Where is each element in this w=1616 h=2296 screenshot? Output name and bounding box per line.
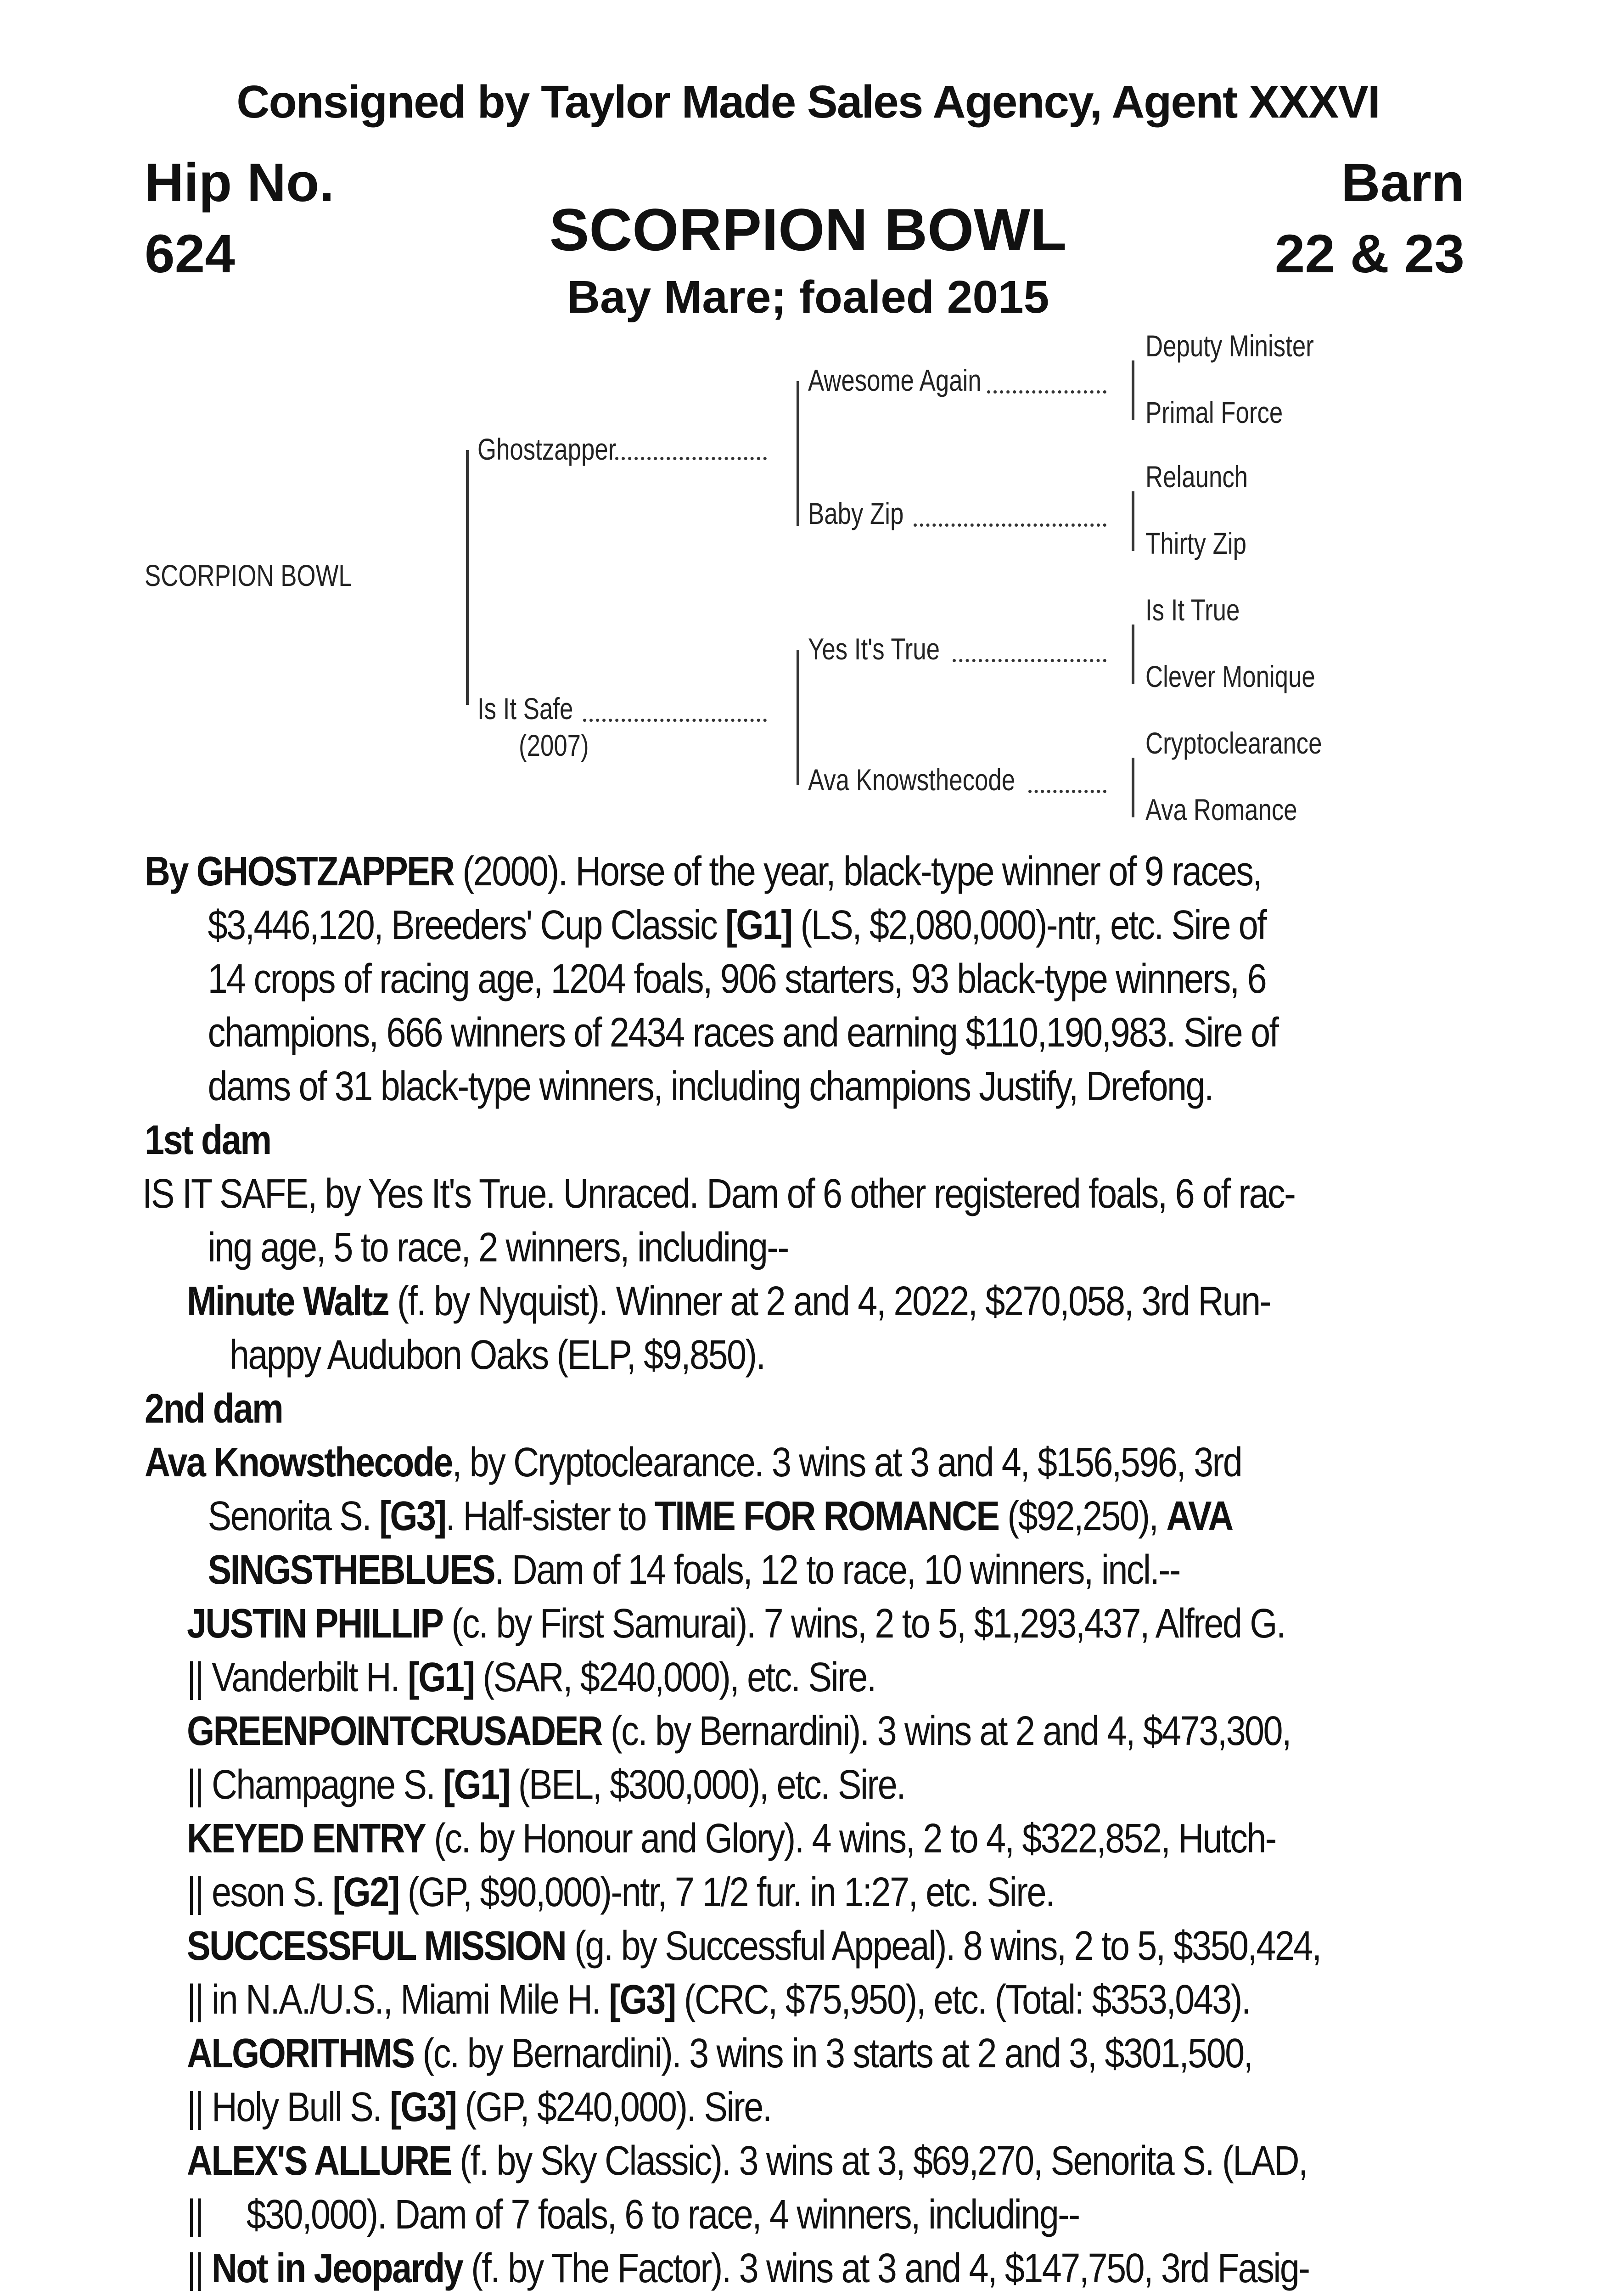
offspring-line bbox=[145, 1866, 1285, 1919]
minute-waltz-line bbox=[145, 1275, 1285, 1328]
grade: [G1] bbox=[725, 902, 792, 948]
text: (c. by Bernardini). 3 wins at 2 and 4, $473,300, bbox=[601, 1708, 1291, 1754]
text: (2000). Horse of the year, black-type winner of 9 races, bbox=[454, 849, 1262, 895]
text: (g. by Successful Appeal). 8 wins, 2 to 5, $350,424, bbox=[566, 1923, 1321, 1969]
sire-para-line bbox=[145, 845, 1285, 899]
text: , by Cryptoclearance. 3 wins at 3 and 4, $156,596, 3rd bbox=[452, 1440, 1242, 1486]
pedigree-dam-sire: Yes It's True bbox=[808, 632, 940, 666]
pedigree-sire-sire: Awesome Again bbox=[808, 363, 982, 397]
text: . Dam of 14 foals, 12 to race, 10 winners, incl.-- bbox=[494, 1547, 1180, 1593]
text: (SAR, $240,000), etc. Sire. bbox=[474, 1654, 875, 1700]
offspring-line bbox=[145, 1812, 1285, 1866]
pedigree-dots bbox=[987, 390, 1106, 394]
consignor-line: Consigned by Taylor Made Sales Agency, Agent XXXVI bbox=[236, 76, 1380, 128]
pedigree-dots bbox=[953, 659, 1106, 662]
first-dam-line: ing age, 5 to race, 2 winners, including-- bbox=[208, 1225, 788, 1271]
pedigree-g3-5: Is It True bbox=[1145, 593, 1240, 627]
pedigree-g3-6: Clever Monique bbox=[1145, 659, 1315, 693]
grade: [G3] bbox=[379, 1493, 446, 1539]
text: . Half-sister to bbox=[445, 1493, 655, 1539]
offspring-name: GREENPOINTCRUSADER bbox=[187, 1708, 602, 1754]
pedigree-dots bbox=[914, 523, 1106, 527]
text: (c. by Bernardini). 3 wins in 3 starts at 2 and 3, $301,500, bbox=[414, 2031, 1252, 2077]
pedigree-g3-2: Primal Force bbox=[1145, 395, 1283, 429]
first-dam-heading: 1st dam bbox=[145, 1117, 271, 1163]
text: (f. by Nyquist). Winner at 2 and 4, 2022, $270,058, 3rd Run- bbox=[388, 1278, 1270, 1324]
second-dam-heading: 2nd dam bbox=[145, 1386, 283, 1432]
pedigree-dots bbox=[1028, 790, 1106, 793]
pedigree-dots bbox=[615, 457, 767, 460]
pedigree-g3-1: Deputy Minister bbox=[1145, 329, 1314, 363]
dam-name: Ava Knowsthecode bbox=[145, 1440, 452, 1486]
text: || eson S. bbox=[187, 1869, 333, 1915]
text: (GP, $240,000). Sire. bbox=[456, 2084, 771, 2130]
text: ($92,250), bbox=[999, 1493, 1167, 1539]
grand-offspring-line bbox=[145, 2242, 1309, 2296]
text: (BEL, $300,000), etc. Sire. bbox=[509, 1762, 905, 1808]
catalogue-body bbox=[142, 845, 1471, 2296]
pedigree-bracket bbox=[1132, 758, 1134, 817]
text: Senorita S. bbox=[208, 1493, 380, 1539]
text: (LS, $2,080,000)-ntr, etc. Sire of bbox=[791, 902, 1266, 948]
offspring-line bbox=[145, 2081, 1285, 2134]
offspring-line bbox=[145, 1919, 1321, 1973]
relative-name: AVA bbox=[1166, 1493, 1233, 1539]
sire-para-line bbox=[145, 899, 1285, 952]
grade: [G3] bbox=[390, 2084, 456, 2130]
pedigree-bracket bbox=[797, 381, 799, 526]
text: || Vanderbilt H. bbox=[187, 1654, 408, 1700]
offspring-line bbox=[145, 1758, 1285, 1812]
barn-number: 22 & 23 bbox=[1274, 224, 1464, 284]
offspring-name: JUSTIN PHILLIP bbox=[187, 1601, 443, 1647]
pedigree-bracket bbox=[1132, 491, 1134, 551]
sire-para-line: dams of 31 black-type winners, including champions Justify, Drefong. bbox=[208, 1064, 1213, 1109]
offspring-name: SUCCESSFUL MISSION bbox=[187, 1923, 566, 1969]
second-dam-line bbox=[145, 1543, 1285, 1597]
sire-para-line: champions, 666 winners of 2434 races and earning $110,190,983. Sire of bbox=[208, 1010, 1278, 1056]
pedigree-dam-dam: Ava Knowsthecode bbox=[808, 763, 1016, 797]
text: $3,446,120, Breeders' Cup Classic bbox=[208, 902, 726, 948]
grade: [G1] bbox=[408, 1654, 474, 1700]
pedigree-subject: SCORPION BOWL bbox=[145, 558, 352, 592]
second-dam-line bbox=[145, 1490, 1285, 1543]
sire-name: By GHOSTZAPPER bbox=[145, 849, 454, 895]
offspring-line bbox=[145, 2134, 1307, 2188]
text: || Holy Bull S. bbox=[187, 2084, 390, 2130]
offspring-line bbox=[145, 1651, 1285, 1705]
pedigree-dam-year: (2007) bbox=[519, 728, 589, 762]
text: (GP, $90,000)-ntr, 7 1/2 fur. in 1:27, etc. Sire. bbox=[398, 1869, 1054, 1915]
offspring-line: || $30,000). Dam of 7 foals, 6 to race, 4 winners, including-- bbox=[187, 2192, 1079, 2238]
pedigree-bracket bbox=[1132, 360, 1134, 420]
offspring-line bbox=[145, 2027, 1285, 2081]
pedigree-sire: Ghostzapper bbox=[477, 432, 617, 466]
text: (c. by First Samurai). 7 wins, 2 to 5, $1,293,437, Alfred G. bbox=[443, 1601, 1285, 1647]
pedigree-g3-8: Ava Romance bbox=[1145, 793, 1297, 827]
offspring-name: Minute Waltz bbox=[187, 1278, 389, 1324]
pedigree-dam: Is It Safe bbox=[477, 692, 573, 726]
grade: [G1] bbox=[443, 1762, 510, 1808]
horse-description: Bay Mare; foaled 2015 bbox=[567, 271, 1049, 323]
grade: [G3] bbox=[609, 1977, 675, 2023]
text: || Champagne S. bbox=[187, 1762, 443, 1808]
offspring-name: ALEX'S ALLURE bbox=[187, 2138, 451, 2184]
minute-waltz-line: happy Audubon Oaks (ELP, $9,850). bbox=[229, 1332, 765, 1378]
pedigree-g3-7: Cryptoclearance bbox=[1145, 726, 1322, 760]
pedigree-bracket bbox=[466, 450, 469, 705]
offspring-name: KEYED ENTRY bbox=[187, 1816, 426, 1862]
pedigree-bracket bbox=[1132, 625, 1134, 684]
offspring-line bbox=[145, 1973, 1285, 2027]
hip-number: 624 bbox=[145, 224, 235, 284]
offspring-name: Not in Jeopardy bbox=[211, 2245, 463, 2291]
horse-name: SCORPION BOWL bbox=[549, 196, 1067, 263]
pedigree-g3-3: Relaunch bbox=[1145, 460, 1248, 494]
second-dam-line bbox=[145, 1436, 1285, 1490]
pedigree-sire-dam: Baby Zip bbox=[808, 496, 904, 530]
hip-label: Hip No. bbox=[145, 152, 334, 213]
relative-name: SINGSTHEBLUES bbox=[208, 1547, 495, 1593]
pedigree-g3-4: Thirty Zip bbox=[1145, 526, 1247, 560]
text: (CRC, $75,950), etc. (Total: $353,043). bbox=[675, 1977, 1250, 2023]
text: || bbox=[187, 2245, 212, 2291]
text: (c. by Honour and Glory). 4 wins, 2 to 4, $322,852, Hutch- bbox=[425, 1816, 1276, 1862]
text: (f. by The Factor). 3 wins at 3 and 4, $147,750, 3rd Fasig- bbox=[462, 2245, 1309, 2291]
grade: [G2] bbox=[332, 1869, 399, 1915]
relative-name: TIME FOR ROMANCE bbox=[654, 1493, 999, 1539]
offspring-line bbox=[145, 1597, 1285, 1651]
pedigree-bracket bbox=[797, 650, 799, 785]
text: || in N.A./U.S., Miami Mile H. bbox=[187, 1977, 609, 2023]
first-dam-line: IS IT SAFE, by Yes It's True. Unraced. Dam of 6 other registered foals, 6 of rac- bbox=[142, 1171, 1295, 1217]
offspring-line bbox=[145, 1705, 1291, 1758]
text: (f. by Sky Classic). 3 wins at 3, $69,270, Senorita S. (LAD, bbox=[451, 2138, 1307, 2184]
sire-para-line: 14 crops of racing age, 1204 foals, 906 starters, 93 black-type winners, 6 bbox=[208, 956, 1266, 1002]
pedigree-dots bbox=[583, 719, 767, 722]
barn-label: Barn bbox=[1341, 152, 1464, 213]
offspring-name: ALGORITHMS bbox=[187, 2031, 414, 2077]
